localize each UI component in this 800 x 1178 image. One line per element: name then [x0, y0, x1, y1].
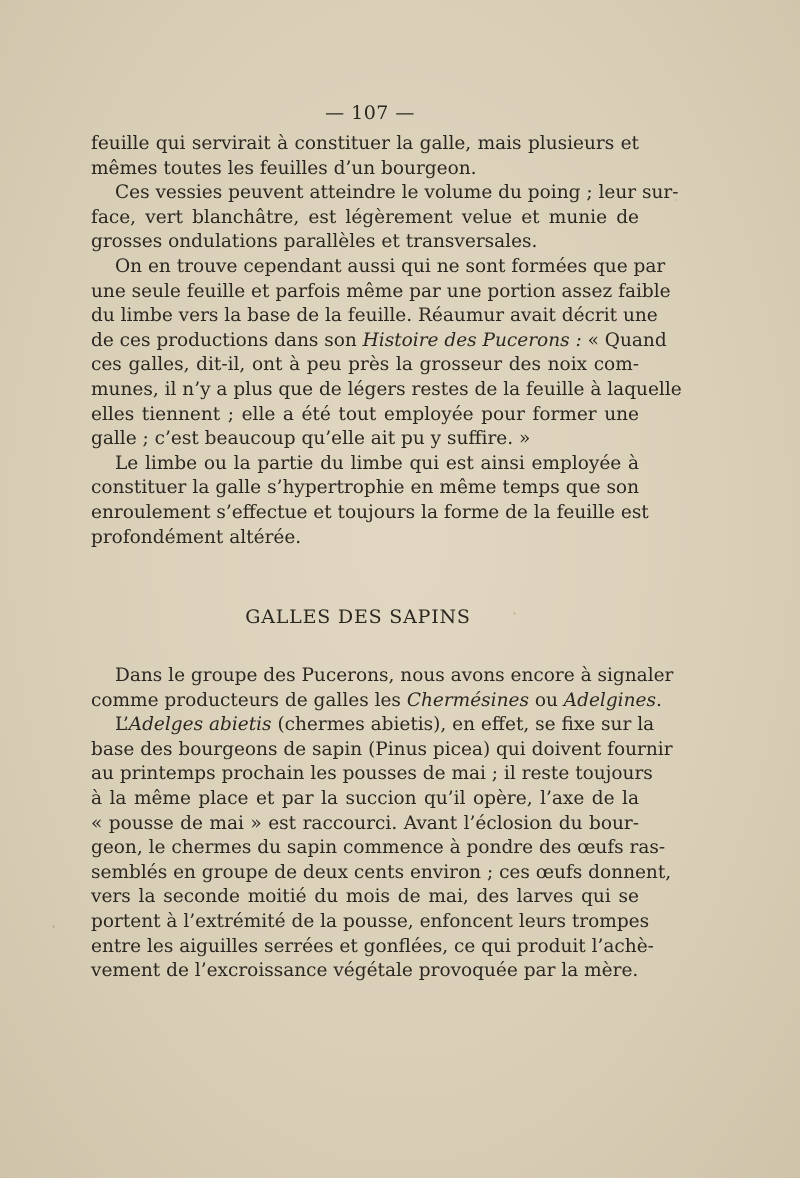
text-line: ces galles, dit-il, ont à peu près la grosseur des noix com- [91, 354, 639, 376]
text-line: du limbe vers la base de la feuille. Réaumur avait décrit une [91, 305, 658, 327]
text-line: profondément altérée. [91, 526, 302, 548]
text-fragment: L’ [115, 714, 129, 736]
text-line: entre les aiguilles serrées et gonflées, ce qui produit l’achè- [91, 935, 654, 957]
text-fragment: comme producteurs de galles les [91, 689, 407, 711]
text-line [91, 329, 667, 354]
page-number: — 107 — [325, 102, 415, 124]
text-fragment: de ces productions dans son [91, 329, 363, 351]
text-line: semblés en groupe de deux cents environ ; ces œufs donnent, [91, 861, 672, 883]
text-line: elles tiennent ; elle a été tout employée pour former une [91, 403, 639, 425]
text-line: vers la seconde moitié du mois de mai, des larves qui se [91, 886, 639, 908]
text-line: grosses ondulations parallèles et transversales. [91, 231, 538, 253]
text-line: Dans le groupe des Pucerons, nous avons encore à signaler [115, 665, 674, 686]
text-line: face, vert blanchâtre, est légèrement velue et munie de [91, 206, 639, 228]
text-line: mêmes toutes les feuilles d’un bourgeon. [91, 157, 477, 179]
italic-text: Adelges abietis [128, 714, 272, 736]
italic-text: Adelgines [563, 689, 656, 711]
italic-text: Histoire des Pucerons : [362, 329, 582, 351]
text-line: On en trouve cependant aussi qui ne sont formées que par [115, 255, 666, 277]
text-line: Le limbe ou la partie du limbe qui est ainsi employée à [115, 452, 639, 474]
text-line: enroulement s’effectue et toujours la forme de la feuille est [91, 501, 649, 523]
text-fragment: (chermes abietis), en effet, se fixe sur la [271, 714, 655, 736]
text-fragment: « Quand [581, 329, 667, 351]
text-fragment: ou [528, 689, 564, 711]
text-line: constituer la galle s’hypertrophie en même temps que son [91, 477, 639, 499]
text-line [91, 689, 662, 714]
text-line: « pousse de mai » est raccourci. Avant l’éclosion du bour- [91, 812, 639, 834]
text-line: munes, il n’y a plus que de légers restes de la feuille à laquelle [91, 378, 682, 400]
paragraph-block-1 [91, 132, 682, 550]
text-line: geon, le chermes du sapin commence à pondre des œufs ras- [91, 837, 666, 859]
text-line: à la même place et par la succion qu’il opère, l’axe de la [91, 787, 639, 809]
text-line: feuille qui servirait à constituer la galle, mais plusieurs et [91, 133, 639, 154]
italic-text: Chermésines [406, 689, 529, 711]
paper-spot [52, 925, 55, 928]
text-line: vement de l’excroissance végétale provoquée par la mère. [91, 960, 639, 982]
text-line: galle ; c’est beaucoup qu’elle ait pu y suffire. » [91, 428, 531, 450]
text-line: Ces vessies peuvent atteindre le volume du poing ; leur sur- [115, 182, 679, 204]
text-line [91, 713, 655, 738]
text-line: au printemps prochain les pousses de mai ; il reste toujours [91, 763, 653, 785]
text-line: base des bourgeons de sapin (Pinus picea) qui doivent fournir [91, 738, 673, 760]
paragraph-block-2 [91, 664, 674, 984]
text-fragment: . [655, 689, 662, 711]
section-heading: GALLES DES SAPINS [245, 606, 471, 628]
text-line: une seule feuille et parfois même par une portion assez faible [91, 280, 671, 302]
text-line: portent à l’extrémité de la pousse, enfoncent leurs trompes [91, 910, 650, 932]
